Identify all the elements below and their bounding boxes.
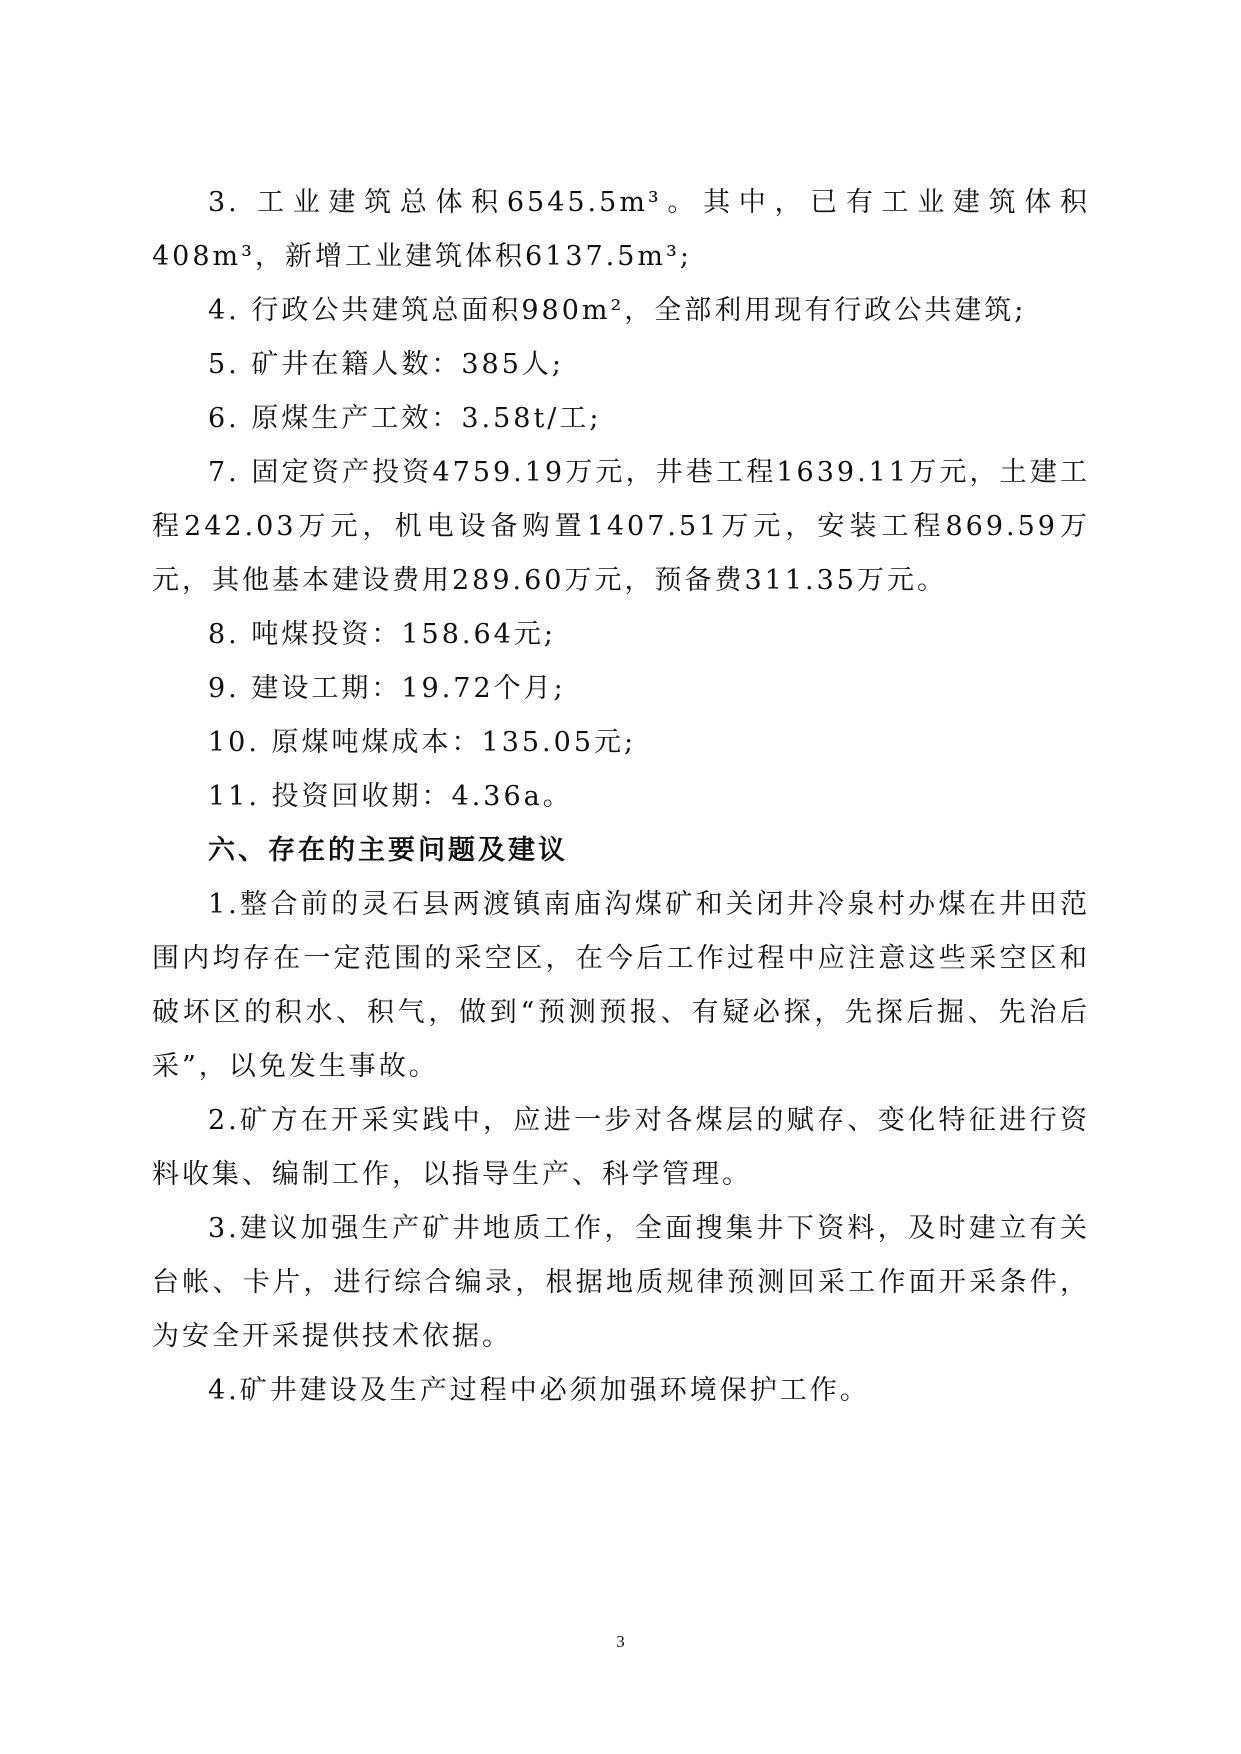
list-item-5: 5. 矿井在籍人数：385人; xyxy=(208,349,564,380)
suggestion-item-3: 3.建议加强生产矿井地质工作，全面搜集井下资料，及时建立有关台帐、卡片，进行综合编录，根据地质规律预测回采工作面开采条件，为安全开采提供技术依据。 xyxy=(152,1213,1090,1352)
suggestion-item-2: 2.矿方在开采实践中，应进一步对各煤层的赋存、变化特征进行资料收集、编制工作，以指导生产、科学管理。 xyxy=(152,1105,1090,1190)
list-item-9: 9. 建设工期：19.72个月; xyxy=(208,673,566,704)
list-item-4: 4. 行政公共建筑总面积980m²，全部利用现有行政公共建筑; xyxy=(208,295,1027,326)
list-item-8: 8. 吨煤投资：158.64元; xyxy=(208,619,556,650)
suggestion-item-4: 4.矿井建设及生产过程中必须加强环境保护工作。 xyxy=(208,1375,870,1406)
list-item-7: 7. 固定资产投资4759.19万元，井巷工程1639.11万元，土建工程242.03万元，机电设备购置1407.51万元，安装工程869.59万元，其他基本建设费用289.60万元，预备费311.35万元。 xyxy=(152,457,1090,596)
section-heading: 六、存在的主要问题及建议 xyxy=(208,835,568,866)
list-item-6: 6. 原煤生产工效：3.58t/工; xyxy=(208,403,602,434)
document-body xyxy=(152,176,1090,1418)
suggestion-item-1: 1.整合前的灵石县两渡镇南庙沟煤矿和关闭井冷泉村办煤在井田范围内均存在一定范围的采空区，在今后工作过程中应注意这些采空区和破坏区的积水、积气，做到“预测预报、有疑必探，先探后掘、先治后采”，以免发生事故。 xyxy=(152,889,1090,1082)
page-number: 3 xyxy=(616,1632,625,1651)
list-item-10: 10. 原煤吨煤成本：135.05元; xyxy=(208,727,637,758)
list-item-3: 3. 工业建筑总体积6545.5m³。其中，已有工业建筑体积408m³，新增工业建筑体积6137.5m³; xyxy=(152,187,1090,272)
list-item-11: 11. 投资回收期：4.36a。 xyxy=(208,781,573,812)
